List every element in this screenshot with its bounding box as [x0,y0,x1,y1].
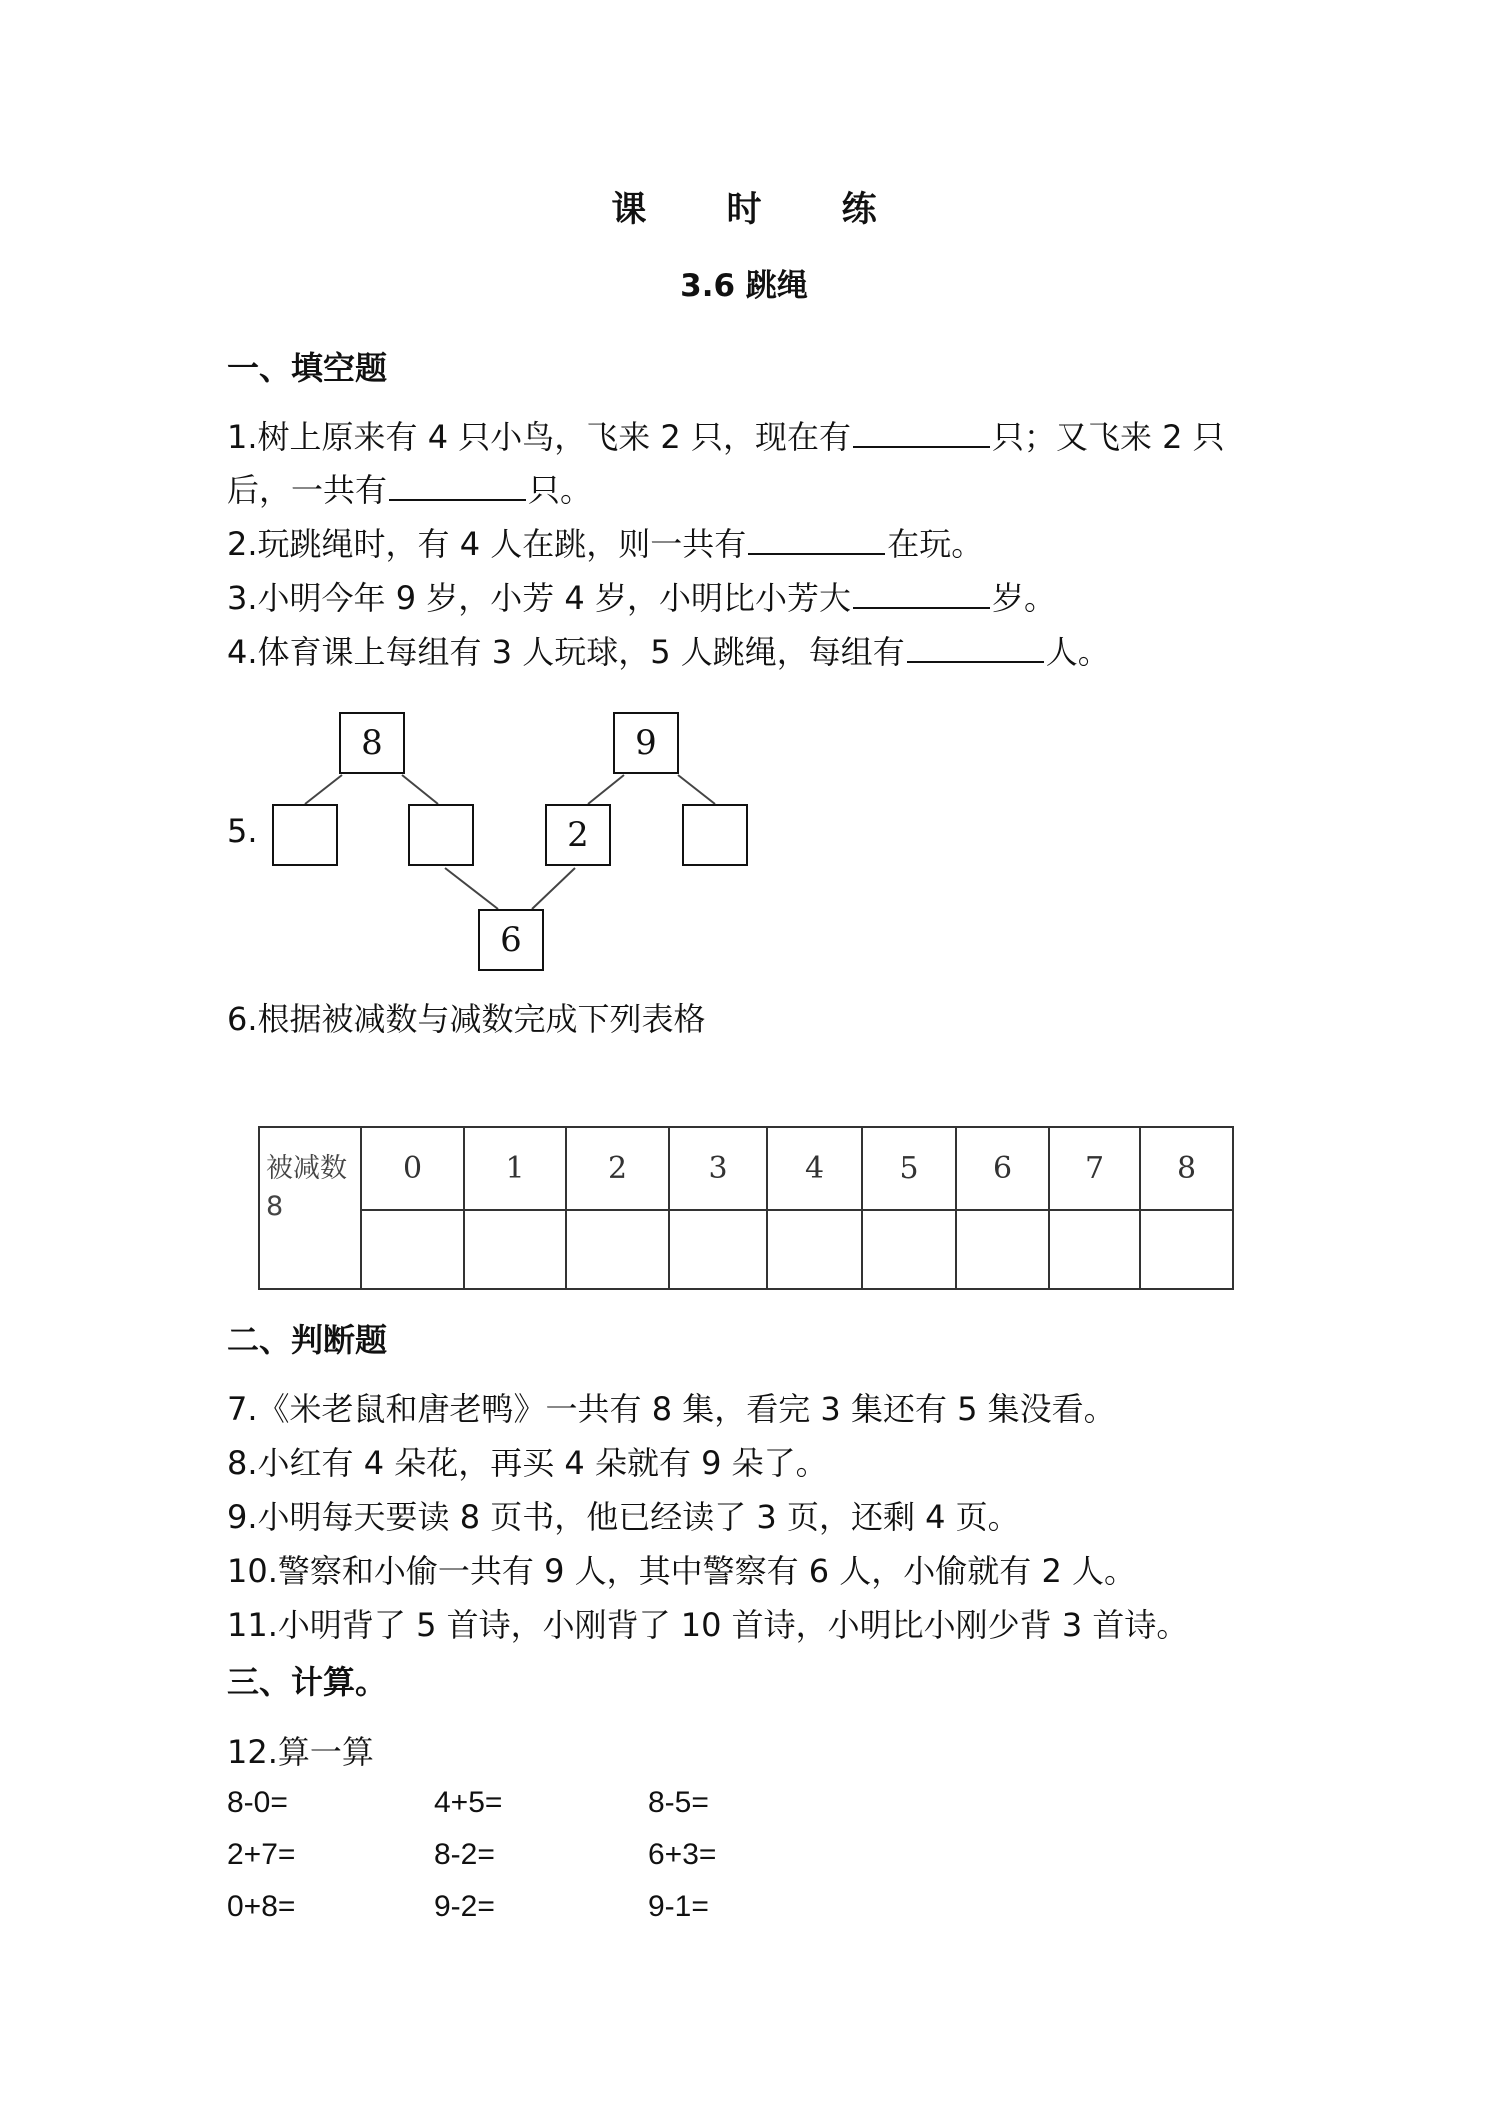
table-cell-subtrahend: 7 [1049,1127,1140,1210]
section-fill-blank: 一、填空题 [227,349,388,387]
calc-item: 9-1= [648,1890,709,1923]
table-answer-cell[interactable] [669,1210,767,1289]
table-cell-subtrahend: 3 [669,1127,767,1210]
diagram-box-mid-4[interactable] [682,804,748,866]
table-cell-subtrahend: 8 [1140,1127,1233,1210]
calc-item: 0+8= [227,1890,296,1923]
question-12-title: 12.算一算 [227,1733,374,1771]
question-11: 11.小明背了 5 首诗，小刚背了 10 首诗，小明比小刚少背 3 首诗。 [227,1606,1189,1644]
question-2: 2.玩跳绳时，有 4 人在跳，则一共有 在玩。 [227,525,984,563]
diagram-box-top-left: 8 [339,712,405,774]
table-answer-cell[interactable] [862,1210,956,1289]
calc-item: 8-0= [227,1786,288,1819]
question-7: 7.《米老鼠和唐老鸭》一共有 8 集，看完 3 集还有 5 集没看。 [227,1390,1116,1428]
lesson-subtitle: 3.6 跳绳 [680,268,808,304]
table-cell-subtrahend: 5 [862,1127,956,1210]
calc-item: 8-2= [434,1838,495,1871]
table-cell-subtrahend: 1 [464,1127,566,1210]
question-6: 6.根据被减数与减数完成下列表格 [227,1000,706,1038]
table-answer-cell[interactable] [464,1210,566,1289]
calc-item: 6+3= [648,1838,717,1871]
section-judge: 二、判断题 [227,1321,388,1359]
diagram-box-top-right: 9 [613,712,679,774]
question-5-label: 5. [227,812,258,850]
calc-item: 8-5= [648,1786,709,1819]
table-cell-subtrahend: 4 [767,1127,862,1210]
section-calc: 三、计算。 [227,1663,388,1701]
table-answer-cell[interactable] [566,1210,669,1289]
diagram-box-mid-3: 2 [545,804,611,866]
table-header-minuend: 被减数 8 [259,1127,361,1289]
table-cell-subtrahend: 0 [361,1127,464,1210]
table-answer-cell[interactable] [1140,1210,1233,1289]
diagram-box-mid-2[interactable] [408,804,474,866]
question-4: 4.体育课上每组有 3 人玩球，5 人跳绳，每组有 人。 [227,633,1110,671]
page-title: 课 时 练 [611,190,911,230]
subtraction-table [258,1126,1234,1290]
question-9: 9.小明每天要读 8 页书，他已经读了 3 页，还剩 4 页。 [227,1498,1020,1536]
question-3: 3.小明今年 9 岁，小芳 4 岁，小明比小芳大 岁。 [227,579,1056,617]
table-cell-subtrahend: 6 [956,1127,1049,1210]
diagram-box-bottom: 6 [478,909,544,971]
question-1-line2: 后，一共有 只。 [227,471,593,509]
diagram-box-mid-1[interactable] [272,804,338,866]
question-8: 8.小红有 4 朵花，再买 4 朵就有 9 朵了。 [227,1444,828,1482]
table-answer-cell[interactable] [1049,1210,1140,1289]
table-answer-cell[interactable] [956,1210,1049,1289]
table-answer-cell[interactable] [361,1210,464,1289]
calc-item: 9-2= [434,1890,495,1923]
table-cell-subtrahend: 2 [566,1127,669,1210]
question-10: 10.警察和小偷一共有 9 人，其中警察有 6 人，小偷就有 2 人。 [227,1552,1137,1590]
question-1-line1: 1.树上原来有 4 只小鸟，飞来 2 只，现在有 只；又飞来 2 只 [227,418,1225,456]
calc-item: 2+7= [227,1838,296,1871]
table-answer-cell[interactable] [767,1210,862,1289]
calc-item: 4+5= [434,1786,503,1819]
